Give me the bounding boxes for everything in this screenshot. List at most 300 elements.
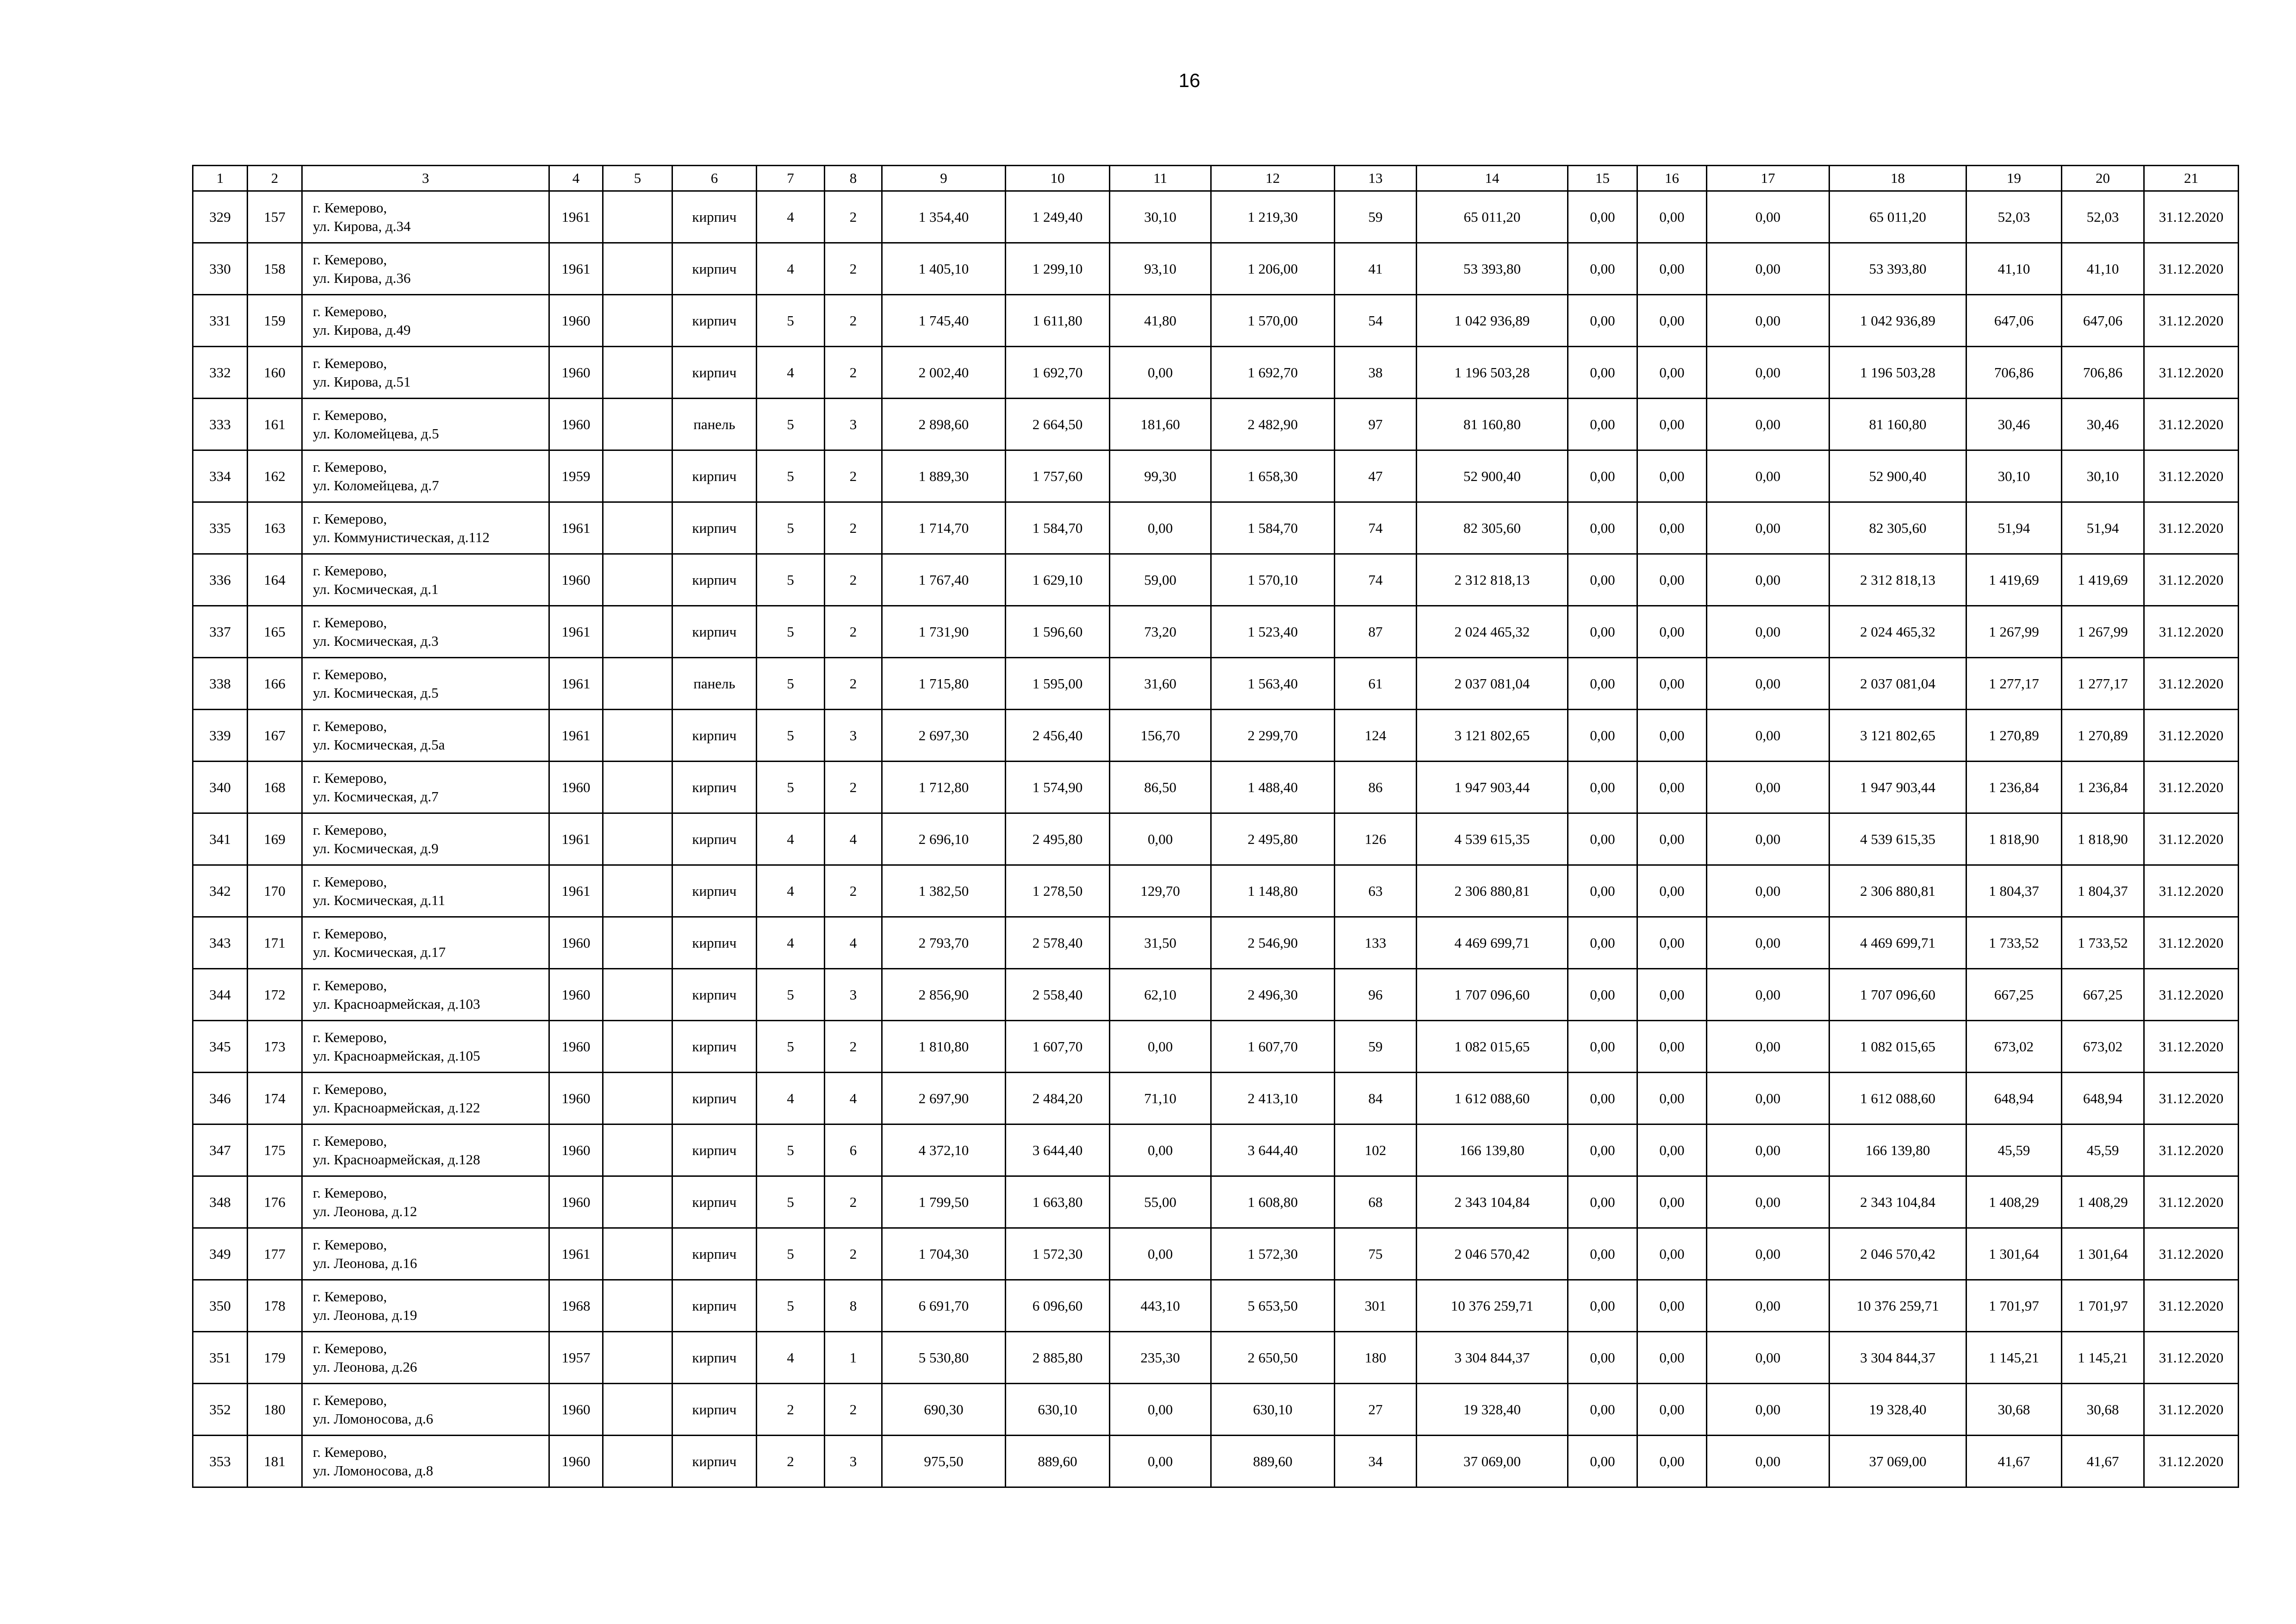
table-cell-col-1: 345 [193, 1021, 248, 1073]
table-cell-col-5 [603, 1332, 672, 1384]
table-cell-col-6: кирпич [672, 1228, 757, 1280]
table-cell-col-17: 0,00 [1707, 347, 1829, 399]
table-cell-col-14: 2 343 104,84 [1417, 1176, 1568, 1228]
table-cell-col-9: 2 697,90 [882, 1073, 1006, 1124]
table-cell-col-13: 68 [1335, 1176, 1417, 1228]
table-cell-col-15: 0,00 [1568, 1228, 1637, 1280]
table-cell-col-12: 2 299,70 [1211, 710, 1335, 762]
table-cell-col-4: 1960 [549, 1021, 603, 1073]
column-header-15: 15 [1568, 166, 1637, 191]
table-cell-col-1: 339 [193, 710, 248, 762]
table-cell-col-18: 2 312 818,13 [1829, 554, 1966, 606]
table-cell-col-20: 41,67 [2062, 1436, 2144, 1487]
column-header-6: 6 [672, 166, 757, 191]
address-street: ул. Ломоносова, д.6 [313, 1410, 434, 1427]
table-cell-col-21: 31.12.2020 [2144, 1436, 2239, 1487]
table-cell-col-9: 2 696,10 [882, 813, 1006, 865]
table-cell-col-17: 0,00 [1707, 865, 1829, 917]
table-cell-col-1: 349 [193, 1228, 248, 1280]
table-cell-col-20: 1 267,99 [2062, 606, 2144, 658]
table-cell-col-11: 0,00 [1110, 502, 1211, 554]
table-cell-col-21: 31.12.2020 [2144, 969, 2239, 1021]
table-cell-col-19: 30,46 [1966, 399, 2062, 450]
table-cell-col-19: 1 419,69 [1966, 554, 2062, 606]
column-header-13: 13 [1335, 166, 1417, 191]
table-cell-col-6: кирпич [672, 865, 757, 917]
address-cell [302, 243, 549, 295]
table-cell-col-21: 31.12.2020 [2144, 502, 2239, 554]
table-cell-col-14: 2 024 465,32 [1417, 606, 1568, 658]
table-cell-col-2: 162 [248, 450, 302, 502]
table-cell-col-12: 2 650,50 [1211, 1332, 1335, 1384]
table-row [193, 762, 2239, 813]
table-cell-col-18: 166 139,80 [1829, 1124, 1966, 1176]
table-cell-col-15: 0,00 [1568, 502, 1637, 554]
table-cell-col-11: 55,00 [1110, 1176, 1211, 1228]
table-cell-col-6: кирпич [672, 917, 757, 969]
table-cell-col-20: 706,86 [2062, 347, 2144, 399]
table-cell-col-18: 1 042 936,89 [1829, 295, 1966, 347]
table-cell-col-9: 1 704,30 [882, 1228, 1006, 1280]
table-cell-col-17: 0,00 [1707, 1280, 1829, 1332]
table-cell-col-20: 41,10 [2062, 243, 2144, 295]
table-cell-col-18: 10 376 259,71 [1829, 1280, 1966, 1332]
table-cell-col-9: 1 382,50 [882, 865, 1006, 917]
table-cell-col-9: 1 712,80 [882, 762, 1006, 813]
table-cell-col-12: 2 496,30 [1211, 969, 1335, 1021]
table-cell-col-12: 1 219,30 [1211, 191, 1335, 243]
table-cell-col-8: 4 [825, 813, 882, 865]
table-cell-col-8: 2 [825, 606, 882, 658]
column-header-9: 9 [882, 166, 1006, 191]
table-cell-col-13: 180 [1335, 1332, 1417, 1384]
table-cell-col-6: кирпич [672, 554, 757, 606]
table-cell-col-19: 1 408,29 [1966, 1176, 2062, 1228]
table-cell-col-5 [603, 347, 672, 399]
table-cell-col-17: 0,00 [1707, 1436, 1829, 1487]
address-city: г. Кемерово, [313, 873, 387, 890]
table-cell-col-17: 0,00 [1707, 917, 1829, 969]
table-cell-col-5 [603, 1280, 672, 1332]
table-cell-col-19: 647,06 [1966, 295, 2062, 347]
table-cell-col-17: 0,00 [1707, 1176, 1829, 1228]
table-cell-col-19: 1 733,52 [1966, 917, 2062, 969]
table-cell-col-8: 4 [825, 1073, 882, 1124]
column-header-7: 7 [757, 166, 825, 191]
address-cell [302, 1073, 549, 1124]
address-cell [302, 606, 549, 658]
table-cell-col-7: 5 [757, 502, 825, 554]
table-cell-col-15: 0,00 [1568, 1332, 1637, 1384]
table-cell-col-5 [603, 1176, 672, 1228]
table-cell-col-10: 1 607,70 [1006, 1021, 1110, 1073]
table-cell-col-12: 2 495,80 [1211, 813, 1335, 865]
table-cell-col-14: 52 900,40 [1417, 450, 1568, 502]
table-cell-col-1: 335 [193, 502, 248, 554]
table-cell-col-7: 5 [757, 450, 825, 502]
column-header-19: 19 [1966, 166, 2062, 191]
table-cell-col-16: 0,00 [1637, 969, 1707, 1021]
address-cell [302, 865, 549, 917]
table-cell-col-18: 2 024 465,32 [1829, 606, 1966, 658]
table-cell-col-8: 2 [825, 1384, 882, 1436]
table-cell-col-10: 1 595,00 [1006, 658, 1110, 710]
table-cell-col-2: 172 [248, 969, 302, 1021]
table-cell-col-13: 133 [1335, 917, 1417, 969]
table-cell-col-15: 0,00 [1568, 450, 1637, 502]
table-cell-col-14: 3 304 844,37 [1417, 1332, 1568, 1384]
address-street: ул. Кирова, д.51 [313, 373, 411, 390]
address-street: ул. Красноармейская, д.128 [313, 1151, 480, 1168]
table-cell-col-14: 2 306 880,81 [1417, 865, 1568, 917]
table-cell-col-11: 59,00 [1110, 554, 1211, 606]
table-cell-col-5 [603, 606, 672, 658]
table-cell-col-7: 5 [757, 1124, 825, 1176]
table-cell-col-21: 31.12.2020 [2144, 1280, 2239, 1332]
table-cell-col-2: 165 [248, 606, 302, 658]
table-cell-col-21: 31.12.2020 [2144, 1228, 2239, 1280]
table-cell-col-1: 346 [193, 1073, 248, 1124]
table-cell-col-1: 330 [193, 243, 248, 295]
table-cell-col-15: 0,00 [1568, 347, 1637, 399]
table-cell-col-10: 889,60 [1006, 1436, 1110, 1487]
table-cell-col-9: 2 697,30 [882, 710, 1006, 762]
table-cell-col-11: 30,10 [1110, 191, 1211, 243]
table-cell-col-8: 6 [825, 1124, 882, 1176]
table-cell-col-17: 0,00 [1707, 1124, 1829, 1176]
table-row [193, 917, 2239, 969]
address-city: г. Кемерово, [313, 769, 387, 786]
table-cell-col-14: 4 469 699,71 [1417, 917, 1568, 969]
table-cell-col-6: кирпич [672, 1176, 757, 1228]
table-cell-col-19: 45,59 [1966, 1124, 2062, 1176]
table-cell-col-4: 1961 [549, 865, 603, 917]
table-row [193, 450, 2239, 502]
table-cell-col-11: 0,00 [1110, 347, 1211, 399]
table-cell-col-12: 1 607,70 [1211, 1021, 1335, 1073]
table-cell-col-13: 96 [1335, 969, 1417, 1021]
table-cell-col-9: 690,30 [882, 1384, 1006, 1436]
table-cell-col-20: 1 804,37 [2062, 865, 2144, 917]
table-cell-col-1: 336 [193, 554, 248, 606]
table-cell-col-6: кирпич [672, 502, 757, 554]
table-cell-col-18: 2 306 880,81 [1829, 865, 1966, 917]
table-cell-col-2: 161 [248, 399, 302, 450]
table-cell-col-8: 3 [825, 969, 882, 1021]
table-cell-col-1: 329 [193, 191, 248, 243]
table-cell-col-21: 31.12.2020 [2144, 347, 2239, 399]
table-row [193, 865, 2239, 917]
table-cell-col-8: 2 [825, 191, 882, 243]
table-cell-col-18: 1 707 096,60 [1829, 969, 1966, 1021]
table-cell-col-6: кирпич [672, 710, 757, 762]
table-cell-col-16: 0,00 [1637, 658, 1707, 710]
table-cell-col-8: 2 [825, 762, 882, 813]
table-cell-col-4: 1960 [549, 1176, 603, 1228]
table-cell-col-5 [603, 1436, 672, 1487]
table-cell-col-13: 84 [1335, 1073, 1417, 1124]
table-cell-col-13: 124 [1335, 710, 1417, 762]
address-city: г. Кемерово, [313, 718, 387, 734]
table-cell-col-18: 3 304 844,37 [1829, 1332, 1966, 1384]
table-cell-col-10: 2 456,40 [1006, 710, 1110, 762]
table-cell-col-7: 4 [757, 813, 825, 865]
table-cell-col-13: 87 [1335, 606, 1417, 658]
table-cell-col-15: 0,00 [1568, 710, 1637, 762]
table-cell-col-14: 65 011,20 [1417, 191, 1568, 243]
table-cell-col-10: 630,10 [1006, 1384, 1110, 1436]
table-cell-col-15: 0,00 [1568, 1021, 1637, 1073]
table-cell-col-1: 348 [193, 1176, 248, 1228]
table-cell-col-14: 1 707 096,60 [1417, 969, 1568, 1021]
table-cell-col-5 [603, 658, 672, 710]
table-cell-col-20: 1 408,29 [2062, 1176, 2144, 1228]
address-cell [302, 813, 549, 865]
table-cell-col-11: 235,30 [1110, 1332, 1211, 1384]
table-cell-col-14: 53 393,80 [1417, 243, 1568, 295]
table-row [193, 502, 2239, 554]
address-street: ул. Космическая, д.5 [313, 684, 439, 701]
address-street: ул. Космическая, д.5а [313, 736, 445, 753]
column-header-4: 4 [549, 166, 603, 191]
table-cell-col-4: 1957 [549, 1332, 603, 1384]
table-cell-col-17: 0,00 [1707, 1384, 1829, 1436]
address-cell [302, 969, 549, 1021]
address-cell [302, 1124, 549, 1176]
table-cell-col-13: 61 [1335, 658, 1417, 710]
table-cell-col-11: 156,70 [1110, 710, 1211, 762]
address-street: ул. Леонова, д.16 [313, 1255, 417, 1271]
table-row [193, 1436, 2239, 1487]
table-cell-col-18: 81 160,80 [1829, 399, 1966, 450]
table-cell-col-12: 630,10 [1211, 1384, 1335, 1436]
table-cell-col-15: 0,00 [1568, 969, 1637, 1021]
table-cell-col-11: 41,80 [1110, 295, 1211, 347]
table-cell-col-15: 0,00 [1568, 191, 1637, 243]
table-cell-col-14: 1 042 936,89 [1417, 295, 1568, 347]
table-cell-col-15: 0,00 [1568, 606, 1637, 658]
table-cell-col-10: 6 096,60 [1006, 1280, 1110, 1332]
address-city: г. Кемерово, [313, 614, 387, 631]
table-cell-col-16: 0,00 [1637, 1176, 1707, 1228]
address-cell [302, 399, 549, 450]
address-city: г. Кемерово, [313, 562, 387, 579]
table-cell-col-1: 343 [193, 917, 248, 969]
table-cell-col-11: 31,50 [1110, 917, 1211, 969]
table-cell-col-11: 0,00 [1110, 1021, 1211, 1073]
table-cell-col-10: 1 299,10 [1006, 243, 1110, 295]
table-cell-col-2: 160 [248, 347, 302, 399]
address-cell [302, 1332, 549, 1384]
table-cell-col-13: 97 [1335, 399, 1417, 450]
table-cell-col-9: 1 715,80 [882, 658, 1006, 710]
column-header-17: 17 [1707, 166, 1829, 191]
column-header-5: 5 [603, 166, 672, 191]
table-cell-col-10: 3 644,40 [1006, 1124, 1110, 1176]
table-cell-col-12: 3 644,40 [1211, 1124, 1335, 1176]
table-cell-col-20: 52,03 [2062, 191, 2144, 243]
table-cell-col-11: 443,10 [1110, 1280, 1211, 1332]
table-cell-col-1: 337 [193, 606, 248, 658]
table-cell-col-20: 30,10 [2062, 450, 2144, 502]
table-cell-col-5 [603, 191, 672, 243]
table-cell-col-7: 5 [757, 658, 825, 710]
table-cell-col-15: 0,00 [1568, 1436, 1637, 1487]
table-cell-col-18: 65 011,20 [1829, 191, 1966, 243]
table-cell-col-16: 0,00 [1637, 606, 1707, 658]
table-cell-col-4: 1961 [549, 710, 603, 762]
table-cell-col-16: 0,00 [1637, 1332, 1707, 1384]
table-row [193, 1124, 2239, 1176]
table-cell-col-12: 1 692,70 [1211, 347, 1335, 399]
table-cell-col-1: 350 [193, 1280, 248, 1332]
address-cell [302, 762, 549, 813]
table-cell-col-1: 347 [193, 1124, 248, 1176]
address-cell [302, 450, 549, 502]
table-cell-col-9: 2 002,40 [882, 347, 1006, 399]
table-cell-col-4: 1961 [549, 813, 603, 865]
table-cell-col-17: 0,00 [1707, 813, 1829, 865]
table-cell-col-4: 1961 [549, 658, 603, 710]
table-cell-col-11: 71,10 [1110, 1073, 1211, 1124]
table-cell-col-19: 648,94 [1966, 1073, 2062, 1124]
table-cell-col-10: 1 249,40 [1006, 191, 1110, 243]
table-row [193, 243, 2239, 295]
table-cell-col-14: 81 160,80 [1417, 399, 1568, 450]
table-cell-col-21: 31.12.2020 [2144, 1176, 2239, 1228]
table-cell-col-5 [603, 295, 672, 347]
table-cell-col-12: 2 482,90 [1211, 399, 1335, 450]
table-cell-col-2: 157 [248, 191, 302, 243]
table-cell-col-15: 0,00 [1568, 813, 1637, 865]
table-cell-col-8: 2 [825, 658, 882, 710]
table-cell-col-16: 0,00 [1637, 1124, 1707, 1176]
table-cell-col-12: 889,60 [1211, 1436, 1335, 1487]
address-street: ул. Красноармейская, д.105 [313, 1047, 480, 1064]
address-cell [302, 191, 549, 243]
table-cell-col-6: кирпич [672, 969, 757, 1021]
table-cell-col-21: 31.12.2020 [2144, 295, 2239, 347]
table-cell-col-16: 0,00 [1637, 710, 1707, 762]
table-cell-col-4: 1960 [549, 1436, 603, 1487]
table-cell-col-9: 1 799,50 [882, 1176, 1006, 1228]
address-street: ул. Космическая, д.9 [313, 840, 439, 856]
table-cell-col-13: 41 [1335, 243, 1417, 295]
table-cell-col-2: 168 [248, 762, 302, 813]
table-cell-col-5 [603, 243, 672, 295]
table-cell-col-7: 5 [757, 1176, 825, 1228]
address-cell [302, 1384, 549, 1436]
table-cell-col-2: 158 [248, 243, 302, 295]
table-cell-col-9: 1 731,90 [882, 606, 1006, 658]
table-cell-col-17: 0,00 [1707, 969, 1829, 1021]
table-cell-col-15: 0,00 [1568, 917, 1637, 969]
table-cell-col-13: 74 [1335, 554, 1417, 606]
address-cell [302, 347, 549, 399]
table-cell-col-20: 1 236,84 [2062, 762, 2144, 813]
column-header-2: 2 [248, 166, 302, 191]
table-cell-col-16: 0,00 [1637, 865, 1707, 917]
column-header-14: 14 [1417, 166, 1568, 191]
table-cell-col-16: 0,00 [1637, 295, 1707, 347]
table-cell-col-19: 52,03 [1966, 191, 2062, 243]
table-cell-col-18: 2 343 104,84 [1829, 1176, 1966, 1228]
table-cell-col-7: 5 [757, 1021, 825, 1073]
table-cell-col-11: 93,10 [1110, 243, 1211, 295]
table-cell-col-10: 1 278,50 [1006, 865, 1110, 917]
address-street: ул. Космическая, д.11 [313, 892, 445, 908]
table-cell-col-17: 0,00 [1707, 502, 1829, 554]
table-row [193, 1332, 2239, 1384]
table-cell-col-1: 353 [193, 1436, 248, 1487]
table-cell-col-16: 0,00 [1637, 554, 1707, 606]
table-cell-col-20: 647,06 [2062, 295, 2144, 347]
column-header-21: 21 [2144, 166, 2239, 191]
address-city: г. Кемерово, [313, 251, 387, 268]
table-cell-col-9: 2 856,90 [882, 969, 1006, 1021]
table-cell-col-7: 4 [757, 917, 825, 969]
table-cell-col-21: 31.12.2020 [2144, 1021, 2239, 1073]
address-city: г. Кемерово, [313, 821, 387, 838]
table-cell-col-17: 0,00 [1707, 450, 1829, 502]
address-city: г. Кемерово, [313, 1081, 387, 1097]
table-cell-col-21: 31.12.2020 [2144, 606, 2239, 658]
table-cell-col-16: 0,00 [1637, 450, 1707, 502]
table-cell-col-12: 1 523,40 [1211, 606, 1335, 658]
table-cell-col-18: 53 393,80 [1829, 243, 1966, 295]
table-cell-col-5 [603, 710, 672, 762]
table-cell-col-13: 102 [1335, 1124, 1417, 1176]
table-cell-col-10: 1 574,90 [1006, 762, 1110, 813]
table-cell-col-8: 2 [825, 1176, 882, 1228]
address-city: г. Кемерово, [313, 458, 387, 475]
table-cell-col-15: 0,00 [1568, 295, 1637, 347]
table-cell-col-9: 1 714,70 [882, 502, 1006, 554]
table-cell-col-13: 59 [1335, 191, 1417, 243]
table-cell-col-8: 2 [825, 865, 882, 917]
table-cell-col-16: 0,00 [1637, 399, 1707, 450]
column-number-row [193, 166, 2239, 191]
table-cell-col-20: 648,94 [2062, 1073, 2144, 1124]
address-city: г. Кемерово, [313, 1392, 387, 1408]
table-cell-col-6: кирпич [672, 1332, 757, 1384]
address-cell [302, 295, 549, 347]
table-row [193, 347, 2239, 399]
table-cell-col-8: 2 [825, 450, 882, 502]
table-cell-col-2: 166 [248, 658, 302, 710]
address-city: г. Кемерово, [313, 1184, 387, 1201]
table-cell-col-7: 5 [757, 762, 825, 813]
address-city: г. Кемерово, [313, 510, 387, 527]
table-cell-col-19: 667,25 [1966, 969, 2062, 1021]
table-cell-col-6: кирпич [672, 762, 757, 813]
table-cell-col-2: 175 [248, 1124, 302, 1176]
address-cell [302, 1436, 549, 1487]
table-cell-col-11: 31,60 [1110, 658, 1211, 710]
table-cell-col-21: 31.12.2020 [2144, 243, 2239, 295]
table-cell-col-20: 1 277,17 [2062, 658, 2144, 710]
table-cell-col-2: 171 [248, 917, 302, 969]
table-cell-col-20: 1 419,69 [2062, 554, 2144, 606]
table-cell-col-16: 0,00 [1637, 762, 1707, 813]
table-cell-col-2: 178 [248, 1280, 302, 1332]
table-cell-col-21: 31.12.2020 [2144, 1332, 2239, 1384]
table-cell-col-16: 0,00 [1637, 1228, 1707, 1280]
table-cell-col-1: 351 [193, 1332, 248, 1384]
table-cell-col-8: 3 [825, 399, 882, 450]
table-cell-col-15: 0,00 [1568, 865, 1637, 917]
table-cell-col-10: 1 692,70 [1006, 347, 1110, 399]
